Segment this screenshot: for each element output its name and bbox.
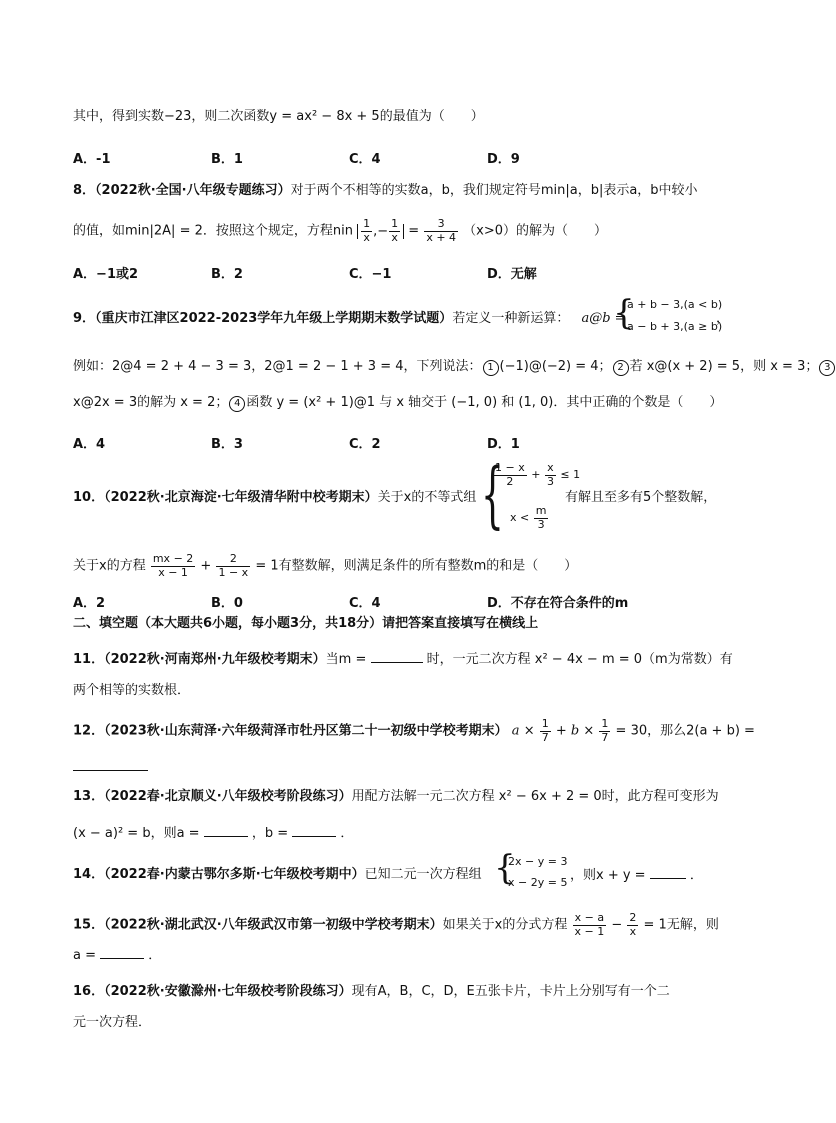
q7-option-c: C．4 — [349, 152, 381, 167]
q8-text-b1: 的值，如min|2A| = 2．按照这个规定，方程nin — [73, 223, 353, 239]
q9-case-2: a − b + 3,(a ≥ b) — [627, 320, 723, 333]
q10-option-b: B．0 — [211, 596, 243, 611]
q8-number: 8． — [73, 183, 96, 198]
q15-source: （2022秋·湖北武汉·八年级武汉市第一初级中学校考期末） — [104, 917, 443, 933]
q9-number: 9． — [73, 311, 96, 326]
q10-option-c: C．4 — [349, 596, 381, 611]
q8-option-c: C．−1 — [349, 267, 392, 282]
q13-a-blank[interactable] — [204, 826, 248, 837]
q7-option-a: A．-1 — [73, 152, 111, 167]
q10-brace: { — [481, 452, 504, 536]
q10-ineq-2: x < $\frac{m}{3}$ — [510, 504, 547, 531]
q11-line-1 — [73, 652, 733, 666]
q10-ineq-1: $\frac{1 - x}{2}$ + $\frac{x}{3}$ ≤ 1 — [495, 461, 581, 488]
q9-option-a: A．4 — [73, 437, 106, 452]
q9-option-c: C．2 — [349, 437, 381, 452]
q12-line-1: 12．（2023秋·山东菏泽·六年级菏泽市牡丹区第二十一初级中学校考期末） a × $\frac{1}{7}$ + b × $\frac{1}{7}$ = 30，那么2(a + b) = — [73, 717, 755, 744]
q10-line-1 — [73, 491, 476, 504]
q9-line-3 — [73, 396, 722, 412]
q10-source: （2022秋·北京海淀·七年级清华附中校考期末） — [104, 490, 378, 505]
q14-source: （2022春·内蒙古鄂尔多斯·七年级校考期中） — [104, 867, 365, 882]
q9-brace: { — [613, 293, 635, 333]
q10-number: 10． — [73, 490, 105, 505]
q8-option-b: B．2 — [211, 267, 243, 282]
q12-source: （2023秋·山东菏泽·六年级菏泽市牡丹区第二十一初级中学校考期末） — [104, 723, 508, 739]
q10-option-d: D．不存在符合条件的m — [487, 596, 629, 611]
q12-text-a: = 30，那么2(a + b) = — [615, 723, 755, 739]
circle-3-icon: 3 — [819, 360, 835, 376]
q13-text-b3: ． — [340, 826, 354, 841]
q13-b-blank[interactable] — [292, 826, 336, 837]
q7-option-b: B．1 — [211, 152, 243, 167]
q8-option-a: A．−1或2 — [73, 267, 139, 282]
q15-text-c: a = — [73, 948, 96, 963]
q8-min-abs: $\frac{1}{x}$ ,− $\frac{1}{x}$ — [357, 224, 404, 239]
q14-number: 14． — [73, 867, 105, 882]
q15-text-b: = 1无解，则 — [643, 917, 719, 933]
q13-text-b2: ，b = — [251, 826, 289, 841]
q14-text-b: ，则x + y = — [570, 868, 646, 883]
circle-2-icon: 2 — [613, 360, 629, 376]
q14-eq-1: 2x − y = 3 — [508, 855, 568, 868]
q9-line-1: 9．（重庆市江津区2022-2023学年九年级上学期期末数学试题）若定义一种新运算： a@b = — [73, 311, 626, 326]
q9-text-c: x@2x = 3的解为 x = 2； — [73, 395, 229, 410]
q13-text-a: 用配方法解一元二次方程 x² − 6x + 2 = 0时，此方程可变形为 — [351, 789, 719, 804]
q15-text-d: ． — [148, 948, 162, 963]
q9-case-1: a + b − 3,(a < b) — [627, 298, 723, 311]
q15-answer-blank[interactable] — [100, 948, 144, 959]
q12-number: 12． — [73, 723, 105, 739]
q14-brace: { — [494, 848, 516, 888]
section-2-heading: 二、填空题（本大题共6小题，每小题3分，共18分）请把答案直接填写在横线上 — [73, 616, 539, 631]
q7-option-d: D．9 — [487, 152, 520, 167]
q7-tail-text: 其中，得到实数−23，则二次函数y = ax² − 8x + 5的最值为（ ） — [73, 109, 484, 124]
q11-text-c: 两个相等的实数根． — [73, 683, 191, 698]
q10-line-2: 关于x的方程 $\frac{mx - 2}{x - 1}$ + $\frac{2}{1 - x}$ = 1有整数解，则满足条件的所有整数m的和是（ ） — [73, 552, 578, 579]
q13-line-1 — [73, 790, 719, 803]
q9-s1: (−1)@(−2) = 4； — [499, 359, 612, 374]
q13-line-2 — [73, 826, 353, 840]
q12-answer-blank[interactable] — [73, 760, 148, 774]
q14-text-a: 已知二元一次方程组 — [364, 867, 482, 882]
q9-comma: ， — [716, 311, 730, 326]
q11-text-b: 时，一元二次方程 x² − 4x − m = 0（m为常数）有 — [426, 652, 733, 667]
q13-number: 13． — [73, 789, 105, 804]
q10-text-a: 关于x的不等式组 — [377, 490, 477, 505]
q10-text-a2: 有解且至多有5个整数解， — [565, 490, 717, 505]
q10-text-b2: = 1有整数解，则满足条件的所有整数m的和是（ ） — [255, 558, 578, 574]
q13-text-b1: (x − a)² = b，则a = — [73, 826, 200, 841]
circle-1-icon: 1 — [483, 360, 499, 376]
q16-line-1 — [73, 985, 670, 998]
q9-option-b: B．3 — [211, 437, 243, 452]
q14-line-1 — [73, 868, 482, 881]
q10-text-b1: 关于x的方程 — [73, 558, 146, 574]
q8-text-b2: （x>0）的解为（ ） — [463, 223, 608, 239]
q10-option-a: A．2 — [73, 596, 106, 611]
q11-source: （2022秋·河南郑州·九年级校考期末） — [104, 652, 326, 667]
q8-text-a: 对于两个不相等的实数a，b，我们规定符号min|a，b|表示a，b中较小 — [290, 183, 698, 198]
q8-line-2: 的值，如min|2A| = 2．按照这个规定，方程nin $\frac{1}{x}$ ,− $\frac{1}{x}$ = $\frac{3}{x + 4}$ （x>0）的解为（ ） — [73, 217, 608, 244]
q15-line-2 — [73, 948, 161, 962]
q9-s4: 函数 y = (x² + 1)@1 与 x 轴交于 (−1, 0) 和 (1, 0)．其中正确的个数是（ ） — [246, 395, 723, 410]
q16-text-b: 元一次方程． — [73, 1015, 152, 1030]
q9-line-2 — [73, 360, 836, 376]
q16-text-a: 现有A，B，C，D，E五张卡片，卡片上分别写有一个二 — [351, 984, 670, 999]
q15-text-a: 如果关于x的分式方程 — [442, 917, 568, 933]
q14-eq-2: x − 2y = 5 — [508, 876, 568, 889]
q11-answer-blank[interactable] — [371, 652, 423, 663]
q9-source: （重庆市江津区2022-2023学年九年级上学期期末数学试题） — [95, 311, 453, 326]
q16-source: （2022秋·安徽滁州·七年级校考阶段练习） — [104, 984, 352, 999]
circle-4-icon: 4 — [229, 396, 245, 412]
q9-option-d: D．1 — [487, 437, 520, 452]
q9-s2: 若 x@(x + 2) = 5，则 x = 3； — [629, 359, 819, 374]
q8-option-d: D．无解 — [487, 267, 537, 282]
q16-number: 16． — [73, 984, 105, 999]
q11-number: 11． — [73, 652, 105, 667]
q9-text-b: 例如：2@4 = 2 + 4 − 3 = 3，2@1 = 2 − 1 + 3 = 4，下列说法： — [73, 359, 482, 374]
q9-text-a: 若定义一种新运算： — [452, 311, 570, 326]
q8-line-1 — [73, 184, 698, 197]
q15-number: 15． — [73, 917, 105, 933]
q8-source: （2022秋·全国·八年级专题练习） — [95, 183, 291, 198]
q14-answer-blank[interactable] — [650, 868, 686, 879]
q11-text-a: 当m = — [325, 652, 367, 667]
q13-source: （2022春·北京顺义·八年级校考阶段练习） — [104, 789, 352, 804]
q15-line-1: 15．（2022秋·湖北武汉·八年级武汉市第一初级中学校考期末）如果关于x的分式方程 $\frac{x - a}{x - 1}$ − $\frac{2}{x}$ = 1无解，则 — [73, 911, 719, 938]
q14-line-1b — [570, 868, 703, 882]
q14-text-c: ． — [689, 868, 703, 883]
